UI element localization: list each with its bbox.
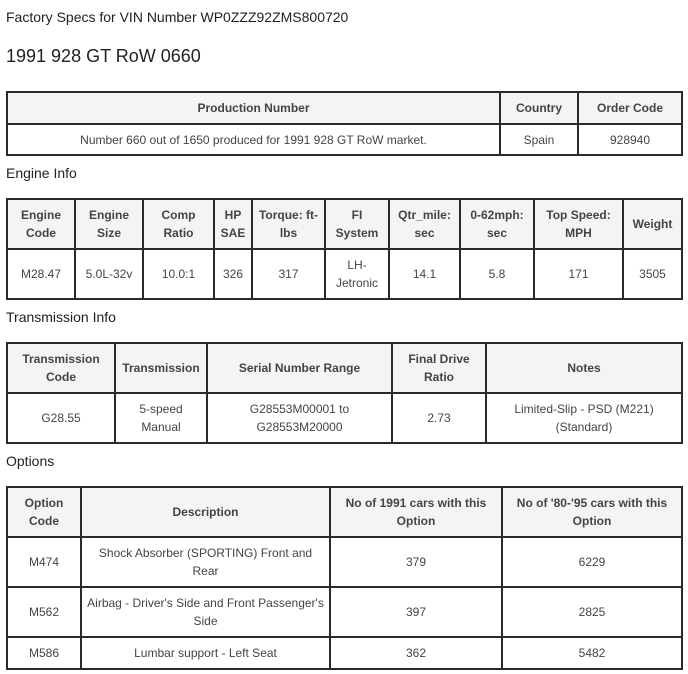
- engine-size: 5.0L-32v: [75, 249, 143, 299]
- option-80-95-count: 5482: [502, 637, 682, 669]
- option-code: M586: [7, 637, 81, 669]
- header-weight: Weight: [623, 199, 682, 249]
- header-transmission-code: Transmission Code: [7, 343, 115, 393]
- header-description: Description: [81, 487, 330, 537]
- table-header-row: [7, 487, 682, 537]
- transmission-type: 5-speed Manual: [115, 393, 207, 443]
- header-final-drive-ratio: Final Drive Ratio: [392, 343, 486, 393]
- table-row: [7, 249, 682, 299]
- header-serial-number-range: Serial Number Range: [207, 343, 392, 393]
- options-table: [6, 486, 683, 670]
- comp-ratio: 10.0:1: [143, 249, 214, 299]
- qtr-mile: 14.1: [389, 249, 460, 299]
- engine-table: [6, 198, 683, 300]
- final-drive-ratio: 2.73: [392, 393, 486, 443]
- production-number: Number 660 out of 1650 produced for 1991 928 GT RoW market.: [7, 124, 500, 155]
- option-1991-count: 397: [330, 587, 502, 637]
- option-description: Lumbar support - Left Seat: [81, 637, 330, 669]
- transmission-table: [6, 342, 683, 444]
- option-description: Shock Absorber (SPORTING) Front and Rear: [81, 537, 330, 587]
- table-header-row: [7, 343, 682, 393]
- transmission-info-title: Transmission Info: [6, 309, 116, 325]
- table-row: [7, 537, 682, 587]
- option-code: M474: [7, 537, 81, 587]
- header-country: Country: [500, 92, 578, 124]
- header-engine-code: Engine Code: [7, 199, 75, 249]
- option-80-95-count: 2825: [502, 587, 682, 637]
- transmission-code: G28.55: [7, 393, 115, 443]
- zero-to-62: 5.8: [460, 249, 534, 299]
- hp-sae: 326: [214, 249, 252, 299]
- weight: 3505: [623, 249, 682, 299]
- header-0-62mph: 0-62mph: sec: [460, 199, 534, 249]
- options-title: Options: [6, 453, 55, 469]
- header-qtr-mile: Qtr_mile: sec: [389, 199, 460, 249]
- option-description: Airbag - Driver's Side and Front Passenger's Side: [81, 587, 330, 637]
- option-1991-count: 362: [330, 637, 502, 669]
- engine-code: M28.47: [7, 249, 75, 299]
- option-code: M562: [7, 587, 81, 637]
- top-speed: 171: [534, 249, 623, 299]
- header-transmission: Transmission: [115, 343, 207, 393]
- header-production-number: Production Number: [7, 92, 500, 124]
- header-top-speed: Top Speed: MPH: [534, 199, 623, 249]
- header-notes: Notes: [486, 343, 682, 393]
- header-torque: Torque: ft-lbs: [252, 199, 325, 249]
- header-option-code: Option Code: [7, 487, 81, 537]
- table-row: [7, 587, 682, 637]
- fi-system: LH-Jetronic: [325, 249, 389, 299]
- header-comp-ratio: Comp Ratio: [143, 199, 214, 249]
- table-row: [7, 637, 682, 669]
- table-header-row: [7, 199, 682, 249]
- table-row: [7, 124, 682, 155]
- torque: 317: [252, 249, 325, 299]
- header-fi-system: FI System: [325, 199, 389, 249]
- factory-specs-title: Factory Specs for VIN Number WP0ZZZ92ZMS800720: [6, 9, 349, 25]
- car-title: 1991 928 GT RoW 0660: [6, 46, 201, 66]
- option-1991-count: 379: [330, 537, 502, 587]
- header-engine-size: Engine Size: [75, 199, 143, 249]
- table-header-row: [7, 92, 682, 124]
- header-1991-count: No of 1991 cars with this Option: [330, 487, 502, 537]
- table-row: [7, 393, 682, 443]
- header-hp-sae: HP SAE: [214, 199, 252, 249]
- production-table: [6, 91, 683, 156]
- transmission-notes: Limited-Slip - PSD (M221) (Standard): [486, 393, 682, 443]
- header-order-code: Order Code: [578, 92, 682, 124]
- engine-info-title: Engine Info: [6, 165, 77, 181]
- country: Spain: [500, 124, 578, 155]
- option-80-95-count: 6229: [502, 537, 682, 587]
- header-80-95-count: No of '80-'95 cars with this Option: [502, 487, 682, 537]
- serial-number-range: G28553M00001 to G28553M20000: [207, 393, 392, 443]
- order-code: 928940: [578, 124, 682, 155]
